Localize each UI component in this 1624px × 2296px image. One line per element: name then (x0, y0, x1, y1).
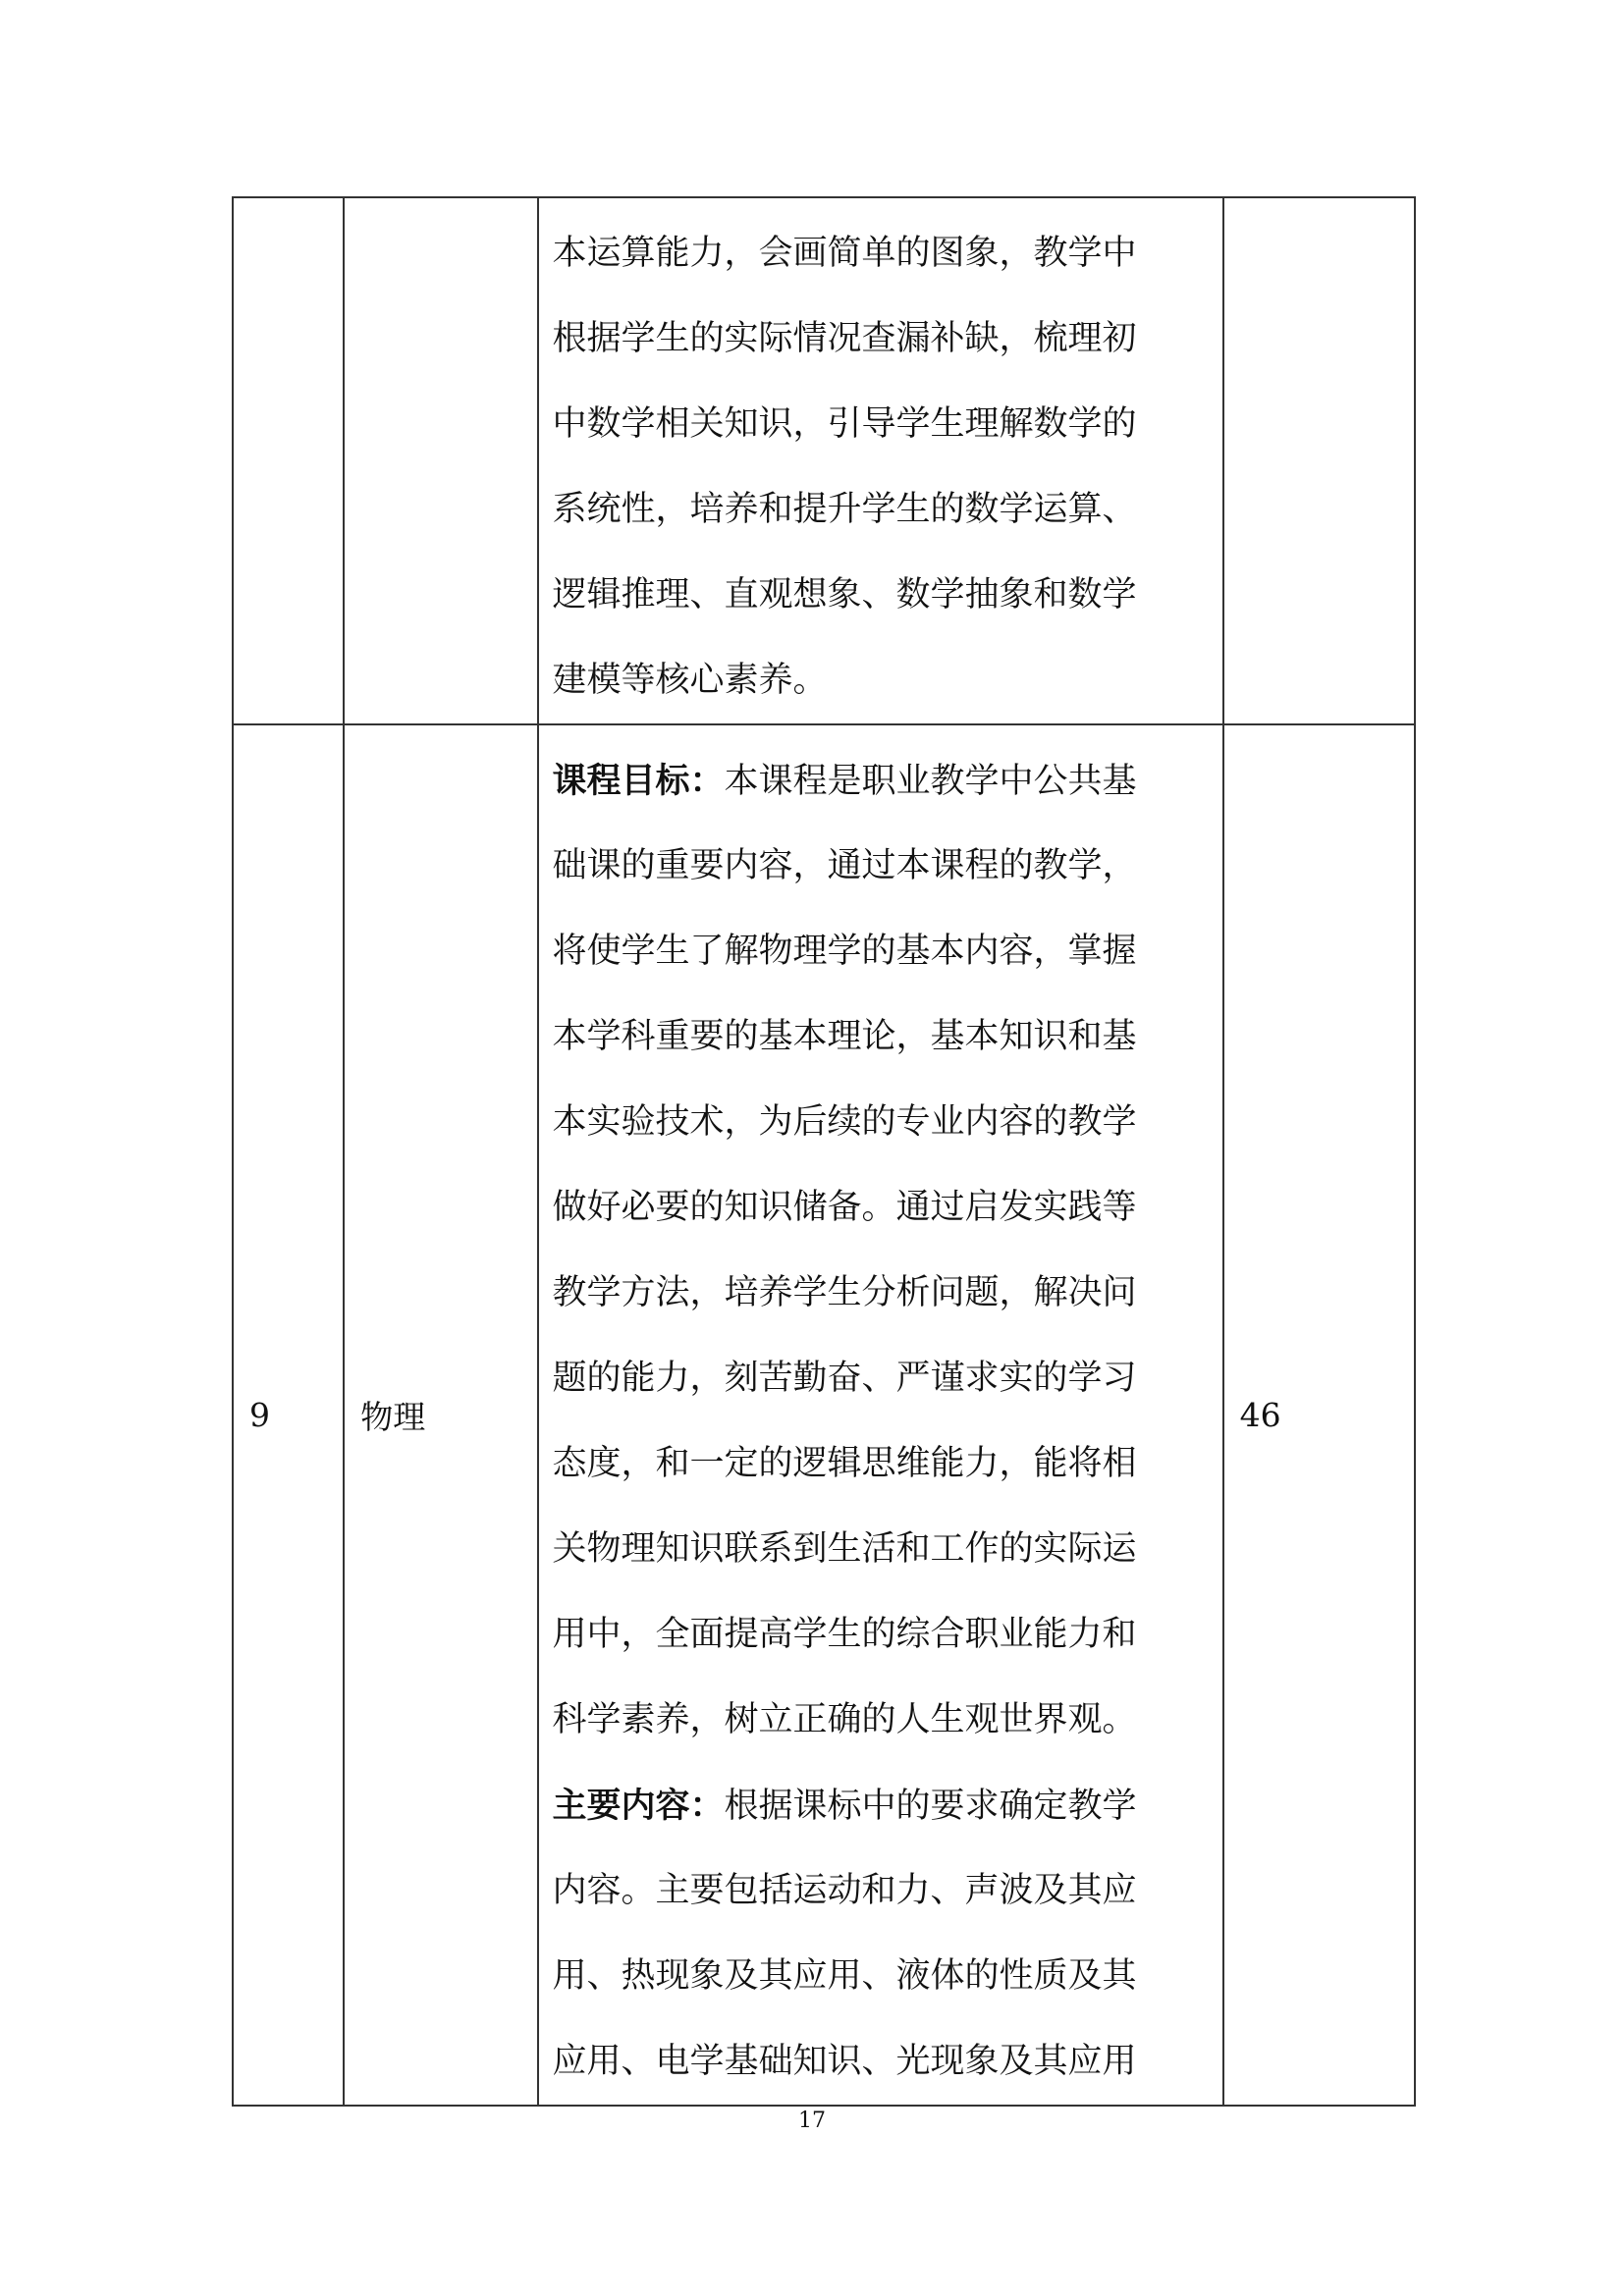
description-line: 本运算能力，会画简单的图象，教学中 (552, 234, 1137, 273)
course-table (232, 196, 1416, 2107)
goal-line: 做好必要的知识储备。通过启发实践等 (552, 1188, 1137, 1227)
table-row-continuation (233, 197, 1415, 724)
goal-line: 础课的重要内容，通过本课程的教学， (552, 846, 1137, 885)
goal-line: 本实验技术，为后续的专业内容的教学 (552, 1102, 1137, 1142)
goal-line: 态度，和一定的逻辑思维能力，能将相 (552, 1444, 1137, 1483)
course-hours: 46 (1239, 1396, 1281, 1434)
goal-line: 教学方法，培养学生分析问题，解决问 (552, 1273, 1137, 1312)
hours-cell (1223, 724, 1415, 2106)
page-number: 17 (798, 2109, 826, 2133)
course-name: 物理 (360, 1398, 426, 1436)
description-cell (538, 724, 1223, 2106)
number-cell (233, 724, 344, 2106)
description-line: 建模等核心素养。 (552, 661, 828, 700)
content-line: 内容。主要包括运动和力、声波及其应 (552, 1871, 1137, 1910)
goal-line: 将使学生了解物理学的基本内容，掌握 (552, 932, 1137, 971)
goal-line: 题的能力，刻苦勤奋、严谨求实的学习 (552, 1359, 1137, 1398)
hours-cell (1223, 197, 1415, 724)
description-line: 系统性，培养和提升学生的数学运算、 (552, 490, 1137, 529)
content-first-line (553, 1763, 1209, 1848)
course-name-cell (344, 724, 537, 2106)
goal-text: 本课程是职业教学中公共基 (724, 762, 1137, 801)
description-line: 逻辑推理、直观想象、数学抽象和数学 (552, 575, 1137, 614)
goal-line: 用中，全面提高学生的综合职业能力和 (552, 1615, 1137, 1654)
goal-line: 本学科重要的基本理论，基本知识和基 (552, 1017, 1137, 1056)
goal-line: 科学素养，树立正确的人生观世界观。 (552, 1700, 1137, 1739)
description-line: 根据学生的实际情况查漏补缺，梳理初 (552, 319, 1137, 358)
goal-line: 关物理知识联系到生活和工作的实际运 (552, 1529, 1137, 1569)
content-text: 根据课标中的要求确定教学 (724, 1787, 1137, 1826)
content-label: 主要内容： (552, 1786, 725, 1826)
description-cell (538, 197, 1223, 724)
course-name-cell (344, 197, 537, 724)
description-line: 中数学相关知识，引导学生理解数学的 (552, 404, 1137, 444)
table-row-physics (233, 724, 1415, 2106)
row-number: 9 (249, 1396, 270, 1434)
number-cell (233, 197, 344, 724)
goal-label: 课程目标： (552, 761, 725, 801)
content-line: 用、热现象及其应用、液体的性质及其 (552, 1956, 1137, 1996)
goal-first-line (553, 738, 1209, 824)
content-line: 应用、电学基础知识、光现象及其应用 (552, 2042, 1137, 2081)
